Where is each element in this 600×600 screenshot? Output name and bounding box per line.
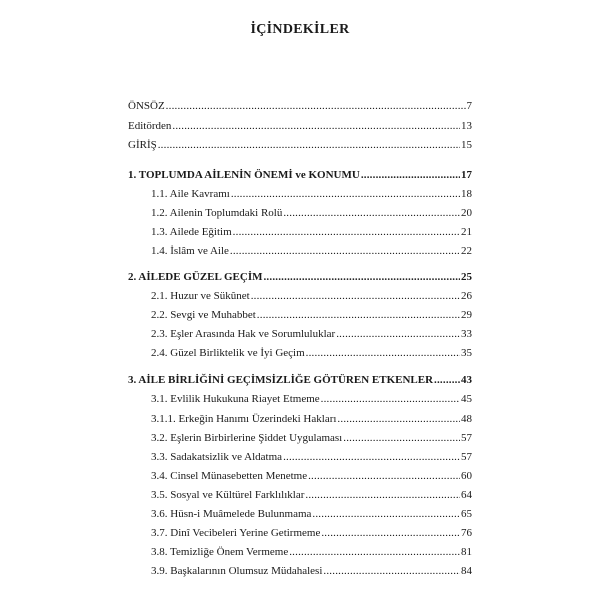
toc-entry bbox=[151, 450, 472, 464]
toc-entry bbox=[151, 564, 472, 578]
toc-leader bbox=[308, 469, 460, 483]
toc-entry-page: 21 bbox=[461, 226, 472, 238]
toc-chapter-entry bbox=[128, 373, 472, 387]
toc-entry bbox=[151, 431, 472, 445]
toc-leader bbox=[361, 168, 460, 182]
toc-entry-label: 1.3. Ailede Eğitim bbox=[151, 226, 232, 238]
toc-entry-page: 81 bbox=[461, 546, 472, 558]
toc-entry-label: 3.8. Temizliğe Önem Vermeme bbox=[151, 546, 289, 558]
toc-entry bbox=[151, 412, 472, 426]
toc-entry bbox=[151, 206, 472, 220]
page-title: İÇİNDEKİLER bbox=[250, 22, 350, 37]
toc-leader bbox=[233, 225, 460, 239]
toc-entry-label: GİRİŞ bbox=[128, 139, 157, 151]
toc-entry bbox=[151, 225, 472, 239]
toc-leader bbox=[166, 99, 466, 113]
toc-entry-label: 3.1.1. Erkeğin Hanımı Üzerindeki Hakları bbox=[151, 413, 337, 425]
toc-entry bbox=[151, 545, 472, 559]
toc-entry-label: 3.9. Başkalarının Olumsuz Müdahalesi bbox=[151, 565, 323, 577]
toc-entry-label: 2.3. Eşler Arasında Hak ve Sorumluluklar bbox=[151, 328, 336, 340]
toc-entry-label: 1.1. Aile Kavramı bbox=[151, 188, 230, 200]
toc-entry bbox=[151, 187, 472, 201]
toc-entry-page: 13 bbox=[461, 120, 472, 132]
toc-leader bbox=[343, 431, 460, 445]
toc-entry-label: 3.7. Dinî Vecibeleri Yerine Getirmeme bbox=[151, 527, 321, 539]
toc-leader bbox=[263, 270, 460, 284]
toc-leader bbox=[312, 507, 460, 521]
toc-leader bbox=[434, 373, 460, 387]
toc-entry-label: 3.3. Sadakatsizlik ve Aldatma bbox=[151, 451, 283, 463]
toc-leader bbox=[283, 450, 460, 464]
toc-entry-page: 20 bbox=[461, 207, 472, 219]
toc-leader bbox=[321, 526, 460, 540]
toc-entry bbox=[128, 99, 472, 113]
toc-chapter-entry bbox=[128, 168, 472, 182]
toc-entry-label: 2.1. Huzur ve Sükûnet bbox=[151, 290, 250, 302]
toc-entry bbox=[151, 244, 472, 258]
toc-leader bbox=[337, 412, 460, 426]
toc-leader bbox=[289, 545, 460, 559]
toc-leader bbox=[283, 206, 460, 220]
toc-entry bbox=[151, 507, 472, 521]
toc-leader bbox=[158, 138, 460, 152]
toc-leader bbox=[323, 564, 460, 578]
toc-entry bbox=[151, 346, 472, 360]
toc-entry-page: 7 bbox=[466, 100, 472, 112]
toc-leader bbox=[230, 244, 460, 258]
toc-entry bbox=[151, 526, 472, 540]
toc-entry-page: 43 bbox=[461, 374, 472, 386]
toc-leader bbox=[336, 327, 460, 341]
toc-entry-page: 26 bbox=[461, 290, 472, 302]
toc-leader bbox=[305, 488, 460, 502]
toc-entry-page: 64 bbox=[461, 489, 472, 501]
toc-entry-page: 33 bbox=[461, 328, 472, 340]
toc-entry-page: 76 bbox=[461, 527, 472, 539]
toc-entry-page: 29 bbox=[461, 309, 472, 321]
toc-entry-label: 2. AİLEDE GÜZEL GEÇİM bbox=[128, 271, 263, 283]
toc-entry bbox=[128, 138, 472, 152]
toc-entry-label: 1.2. Ailenin Toplumdaki Rolü bbox=[151, 207, 283, 219]
toc-entry-page: 18 bbox=[461, 188, 472, 200]
toc-chapter-entry bbox=[128, 270, 472, 284]
toc-entry-page: 15 bbox=[461, 139, 472, 151]
toc-entry-label: 3.4. Cinsel Münasebetten Menetme bbox=[151, 470, 308, 482]
toc-entry-page: 35 bbox=[461, 347, 472, 359]
toc-leader bbox=[321, 392, 460, 406]
toc-entry-page: 45 bbox=[461, 393, 472, 405]
toc-entry-page: 65 bbox=[461, 508, 472, 520]
toc-leader bbox=[257, 308, 460, 322]
toc-entry bbox=[151, 289, 472, 303]
toc-entry-page: 17 bbox=[461, 169, 472, 181]
toc-leader bbox=[231, 187, 460, 201]
toc-entry bbox=[151, 488, 472, 502]
toc-entry-label: 3.6. Hüsn-i Muâmelede Bulunmama bbox=[151, 508, 312, 520]
toc-entry-page: 25 bbox=[461, 271, 472, 283]
toc-entry-label: 3.1. Evlilik Hukukuna Riayet Etmeme bbox=[151, 393, 320, 405]
toc-entry-label: 3. AİLE BİRLİĞİNİ GEÇİMSİZLİĞE GÖTÜREN ETKENLER bbox=[128, 374, 434, 386]
toc-entry-page: 57 bbox=[461, 432, 472, 444]
toc-entry bbox=[151, 308, 472, 322]
toc-entry-label: 1.4. İslâm ve Aile bbox=[151, 245, 229, 257]
toc-leader bbox=[306, 346, 460, 360]
toc-entry-page: 84 bbox=[461, 565, 472, 577]
toc-entry-page: 48 bbox=[461, 413, 472, 425]
toc-entry-label: 1. TOPLUMDA AİLENİN ÖNEMİ ve KONUMU bbox=[128, 169, 360, 181]
toc-entry bbox=[151, 469, 472, 483]
toc-entry-label: 2.4. Güzel Birliktelik ve İyi Geçim bbox=[151, 347, 305, 359]
toc-leader bbox=[172, 119, 460, 133]
toc-entry bbox=[151, 327, 472, 341]
toc-entry-label: ÖNSÖZ bbox=[128, 100, 165, 112]
toc-entry-page: 22 bbox=[461, 245, 472, 257]
toc-entry-label: 2.2. Sevgi ve Muhabbet bbox=[151, 309, 256, 321]
toc-leader bbox=[251, 289, 460, 303]
toc-entry-label: Editörden bbox=[128, 120, 172, 132]
toc-entry bbox=[151, 392, 472, 406]
toc-entry-label: 3.5. Sosyal ve Kültürel Farklılıklar bbox=[151, 489, 305, 501]
toc-entry-page: 57 bbox=[461, 451, 472, 463]
toc-entry bbox=[128, 119, 472, 133]
toc-entry-label: 3.2. Eşlerin Birbirlerine Şiddet Uygulaması bbox=[151, 432, 343, 444]
toc-entry-page: 60 bbox=[461, 470, 472, 482]
